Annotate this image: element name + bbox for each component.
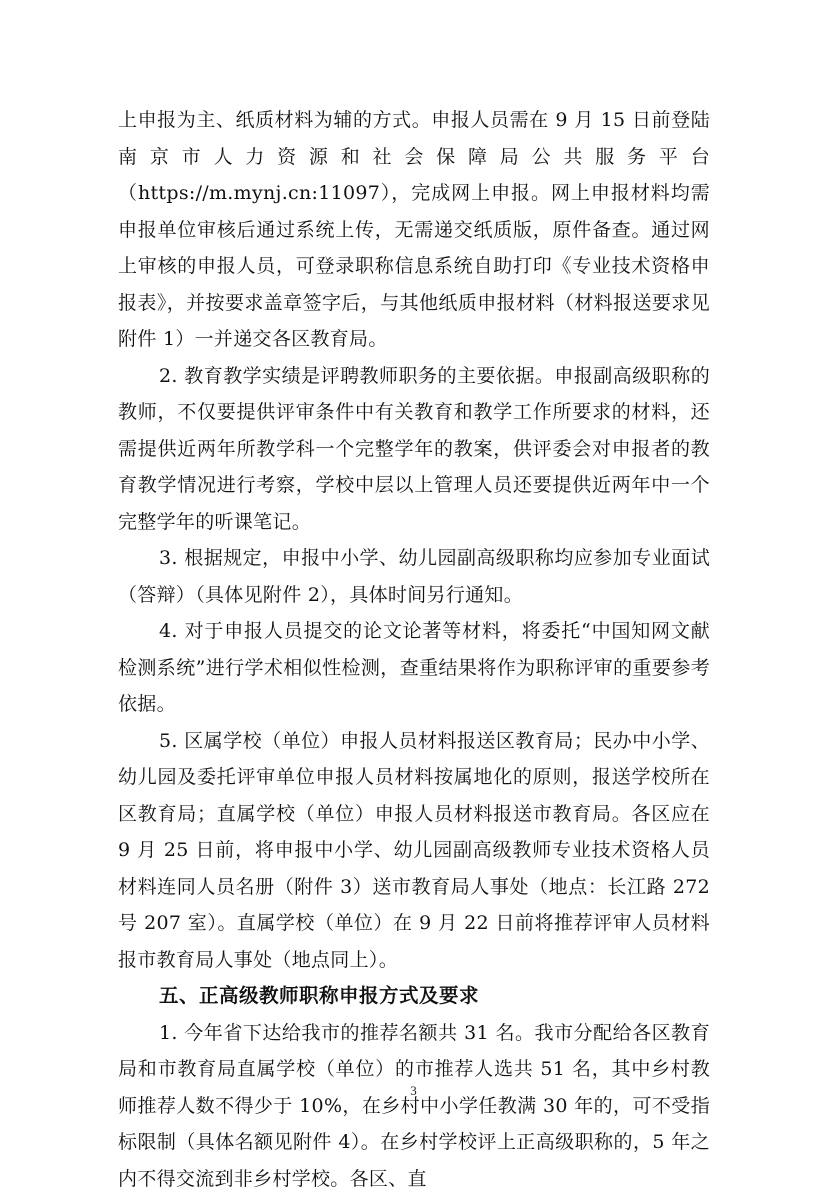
paragraph-item-4: 4. 对于申报人员提交的论文论著等材料，将委托“中国知网文献检测系统”进行学术相似性检测，查重结果将作为职称评审的重要参考依据。: [118, 613, 710, 723]
paragraph-item-2: 2. 教育教学实绩是评聘教师职务的主要依据。申报副高级职称的教师，不仅要提供评审条件中有关教育和教学工作所要求的材料，还需提供近两年所教学科一个完整学年的教案，供评委会对申报者的教育教学情况进行考察，学校中层以上管理人员还要提供近两年中一个完整学年的听课笔记。: [118, 358, 710, 541]
paragraph-item-5: 5. 区属学校（单位）申报人员材料报送区教育局；民办中小学、幼儿园及委托评审单位申报人员材料按属地化的原则，报送学校所在区教育局；直属学校（单位）申报人员材料报送市教育局。各区应在 9 月 25 日前，将申报中小学、幼儿园副高级教师专业技术资格人员材料连同人员名册（附件 3）送市教育局人事处（地点：长江路 272 号 207 室）。直属学校（单位）在 9 月 22 日前将推荐评审人员材料报市教育局人事处（地点同上）。: [118, 723, 710, 979]
paragraph-intro: 上申报为主、纸质材料为辅的方式。申报人员需在 9 月 15 日前登陆南京市人力资源和社会保障局公共服务平台（https://m.mynj.cn:11097），完成网上申报。网上申报材料均需申报单位审核后通过系统上传，无需递交纸质版，原件备查。通过网上审核的申报人员，可登录职称信息系统自助打印《专业技术资格申报表》，并按要求盖章签字后，与其他纸质申报材料（材料报送要求见附件 1）一并递交各区教育局。: [118, 102, 710, 358]
document-body: [118, 102, 710, 1197]
paragraph-item-3: 3. 根据规定，申报中小学、幼儿园副高级职称均应参加专业面试（答辩）（具体见附件 2），具体时间另行通知。: [118, 540, 710, 613]
paragraph-section5-item-1: 1. 今年省下达给我市的推荐名额共 31 名。我市分配给各区教育局和市教育局直属学校（单位）的市推荐人选共 51 名，其中乡村教师推荐人数不得少于 10%，在乡村中小学任教满 30 年的，可不受指标限制（具体名额见附件 4）。在乡村学校评上正高级职称的，5 年之内不得交流到非乡村学校。各区、直: [118, 1015, 710, 1197]
page-number: 3: [0, 1083, 827, 1099]
section-heading: 五、正高级教师职称申报方式及要求: [118, 978, 710, 1015]
